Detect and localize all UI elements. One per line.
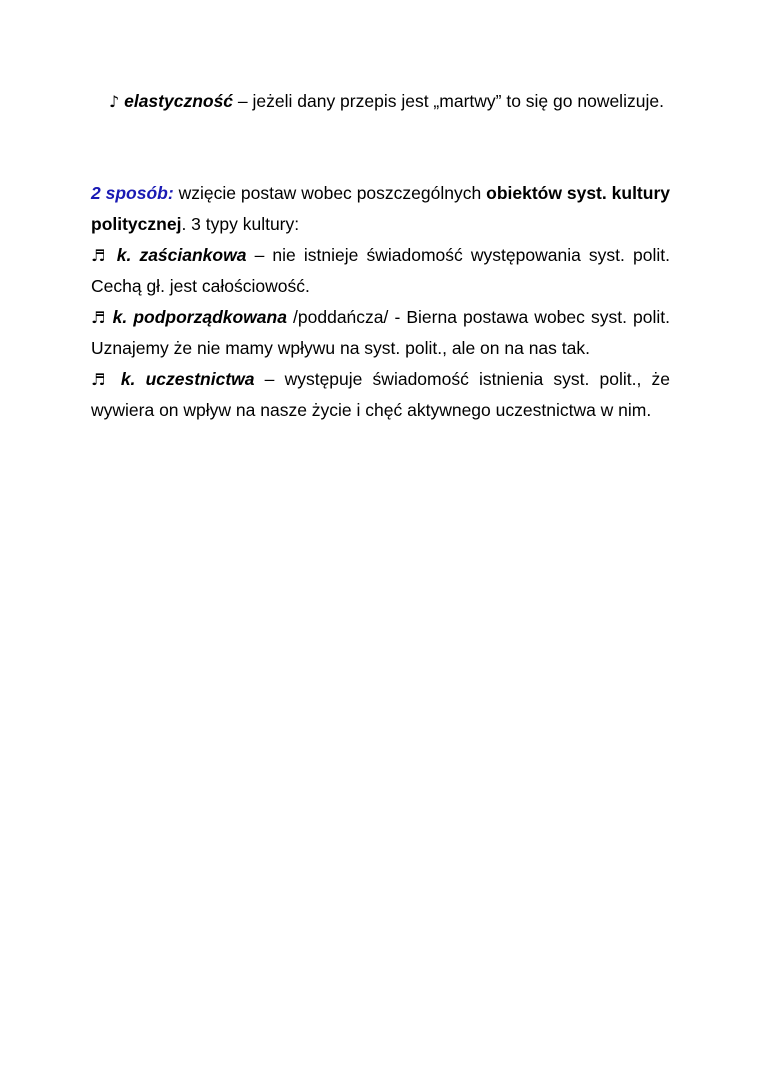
method-two-text-after: . 3 typy kultury: — [181, 214, 300, 234]
method-two-text-before: wzięcie postaw wobec poszczególnych — [173, 183, 487, 203]
culture-term-participant: k. uczestnictwa — [120, 369, 255, 389]
elasticity-text: – jeżeli dany przepis jest „martwy” to się go nowelizuje. — [233, 91, 664, 111]
culture-term-parochial: k. zaściankowa — [116, 245, 247, 265]
beamed-notes-bullet-icon: ♬ — [91, 308, 107, 327]
culture-term-subject: k. podporządkowana — [112, 307, 287, 327]
elasticity-item — [109, 86, 670, 117]
method-two-heading: 2 sposób: — [91, 183, 174, 203]
culture-text-subject: /poddańcza/ - Bierna postawa wobec syst. polit. Uznajemy że nie mamy wpływu na syst. polit., ale on na nas tak. — [91, 307, 670, 358]
culture-item-participant — [91, 364, 670, 426]
method-two-section — [91, 178, 670, 426]
culture-item-parochial — [91, 240, 670, 302]
beamed-notes-bullet-icon: ♬ — [91, 370, 111, 389]
culture-text-parochial: – nie istnieje świadomość występowania syst. polit. Cechą gł. jest całościowość. — [91, 245, 670, 296]
culture-item-subject — [91, 302, 670, 364]
culture-text-participant: – występuje świadomość istnienia syst. polit., że wywiera on wpływ na nasze życie i chęć aktywnego uczestnictwa w nim. — [91, 369, 670, 420]
method-two-intro — [91, 178, 670, 240]
beamed-notes-bullet-icon: ♬ — [91, 246, 109, 265]
elasticity-term: elastyczność — [124, 91, 234, 111]
method-two-bold-text: obiektów syst. kultury politycznej — [91, 183, 670, 234]
music-note-bullet-icon: ♪ — [109, 92, 120, 111]
